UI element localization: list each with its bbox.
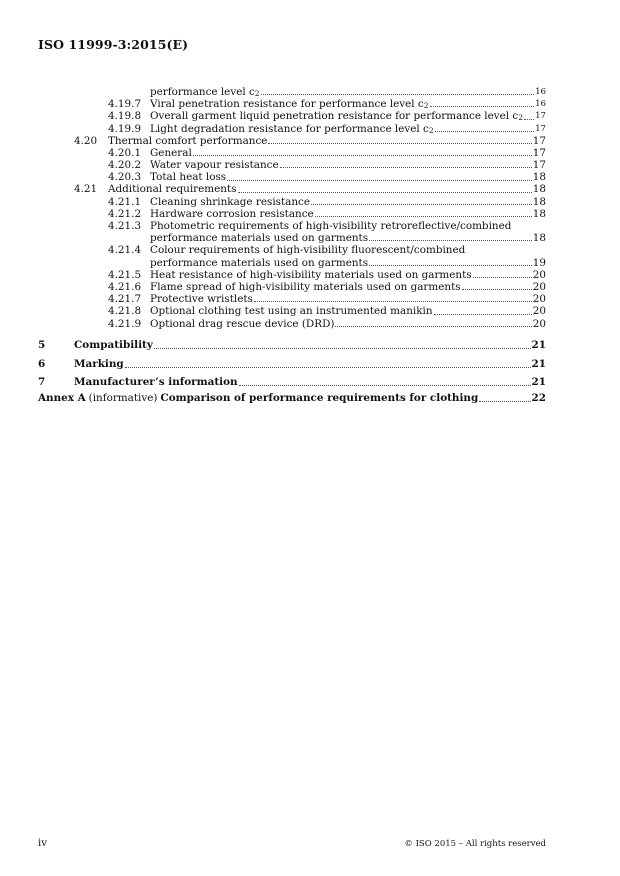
toc-entry-title: Overall garment liquid penetration resistance for performance level $c_2$ [150, 110, 524, 123]
annex-label: Annex A [38, 392, 86, 405]
toc-entry[interactable] [38, 98, 546, 110]
toc-entry[interactable] [38, 305, 546, 317]
toc-entry-number: 4.21.8 [108, 305, 142, 318]
dot-leader [280, 167, 532, 168]
dot-leader [524, 119, 534, 120]
subscript: 2 [518, 113, 524, 123]
toc-entry[interactable] [38, 281, 546, 293]
toc-entry-page-number: 21 [531, 357, 546, 370]
toc-entry-page-number: 18 [532, 183, 546, 196]
toc-entry-page-number: 20 [532, 280, 546, 293]
toc-entry-number: 4.20.2 [108, 159, 142, 172]
toc-entry[interactable] [38, 257, 546, 269]
dot-leader [473, 277, 532, 278]
toc-entry-page-number: 18 [532, 195, 546, 208]
dot-leader [335, 326, 531, 327]
toc-entry-number: 5 [38, 339, 46, 352]
toc-entry-page-number: 20 [532, 268, 546, 281]
dot-leader [435, 131, 534, 132]
toc-entry[interactable] [38, 220, 546, 232]
toc-entry-annex-a[interactable] [38, 389, 546, 405]
toc-entry-page-number: 16 [535, 86, 546, 97]
toc-entry-title: Thermal comfort performance [108, 134, 268, 147]
dot-leader [268, 143, 531, 144]
dot-leader [125, 367, 531, 368]
toc-entry-number: 4.20 [74, 134, 98, 147]
toc-entry-page-number: 17 [532, 146, 546, 159]
toc-entry-page-number: 17 [535, 111, 546, 122]
dot-leader [430, 106, 535, 107]
toc-entry[interactable] [38, 352, 546, 371]
subscript: 2 [423, 101, 429, 111]
toc-entry-page-number: 20 [532, 305, 546, 318]
toc-entry-title: Photometric requirements of high-visibility retroreflective/combined [150, 220, 512, 233]
toc-entry-number: 6 [38, 357, 46, 370]
dot-leader [238, 192, 532, 193]
copyright-notice: © ISO 2015 – All rights reserved [404, 839, 546, 849]
toc-entry-page-number: 20 [532, 317, 546, 330]
toc-entry[interactable] [38, 196, 546, 208]
dot-leader [239, 385, 531, 386]
toc-entry-title: Cleaning shrinkage resistance [150, 195, 311, 208]
toc-entry-number: 4.21.3 [108, 220, 142, 233]
toc-entry[interactable] [38, 147, 546, 159]
toc-entry-title: Protective wristlets [150, 293, 253, 306]
toc-entry-page-number: 21 [531, 376, 546, 389]
toc-entry[interactable] [38, 244, 546, 256]
document-id-header: ISO 11999-3:2015(E) [38, 37, 189, 52]
toc-entry-number: 4.19.9 [108, 122, 142, 135]
toc-entry-number: 4.21.1 [108, 195, 142, 208]
dot-leader [479, 401, 530, 402]
subscript: 2 [428, 125, 434, 135]
toc-entry-number: 4.21.5 [108, 268, 142, 281]
toc-entry-number: 4.20.1 [108, 146, 142, 159]
toc-entry-title: Compatibility [74, 339, 153, 352]
toc-entry-page-number: 17 [535, 123, 546, 134]
toc-entry[interactable] [38, 269, 546, 281]
page-number-footer: iv [38, 838, 47, 849]
toc-entry-number: 4.21 [74, 183, 98, 196]
toc-entry-title: Marking [74, 357, 124, 370]
toc-entry-title: Optional clothing test using an instrumented manikin [150, 305, 433, 318]
subscript: 2 [254, 88, 260, 98]
dot-leader [193, 155, 532, 156]
toc-entry-number: 7 [38, 376, 46, 389]
toc-entry-title: Flame spread of high-visibility materials used on garments [150, 280, 461, 293]
toc-entry[interactable] [38, 318, 546, 330]
toc-entry-number: 4.19.8 [108, 110, 142, 123]
toc-entry-page-number: 19 [532, 256, 546, 269]
toc-entry[interactable] [38, 371, 546, 390]
toc-entry-title: Water vapour resistance [150, 159, 279, 172]
dot-leader [261, 94, 534, 95]
toc-entries [38, 86, 546, 389]
toc-entry-title: performance materials used on garments [150, 256, 369, 269]
toc-entry-title: Total heat loss [150, 171, 227, 184]
dot-leader [369, 240, 532, 241]
toc-entry-title: Light degradation resistance for performance level $c_2$ [150, 122, 434, 135]
toc-entry[interactable] [38, 232, 546, 244]
toc-entry-title: Viral penetration resistance for performance level $c_2$ [150, 98, 429, 111]
annex-type: (informative) [88, 392, 158, 405]
toc-entry[interactable] [38, 293, 546, 305]
toc-entry-page-number: 18 [532, 171, 546, 184]
dot-leader [315, 216, 532, 217]
dot-leader [227, 180, 532, 181]
dot-leader [369, 265, 532, 266]
toc-entry[interactable] [38, 171, 546, 183]
toc-entry-number: 4.19.7 [108, 98, 142, 111]
toc-entry-page-number: 17 [532, 159, 546, 172]
toc-entry[interactable] [38, 123, 546, 135]
toc-entry-page-number: 20 [532, 293, 546, 306]
toc-entry[interactable] [38, 334, 546, 353]
annex-page-number: 22 [531, 392, 546, 405]
toc-entry-number: 4.21.2 [108, 207, 142, 220]
toc-entry-number: 4.21.4 [108, 244, 142, 257]
toc-entry-number: 4.21.9 [108, 317, 142, 330]
dot-leader [254, 301, 532, 302]
toc-entry[interactable] [38, 159, 546, 171]
toc-entry-page-number: 18 [532, 232, 546, 245]
toc-entry-title: Manufacturer’s information [74, 376, 238, 389]
table-of-contents [38, 86, 546, 405]
toc-entry-title: General [150, 146, 192, 159]
dot-leader [154, 348, 531, 349]
toc-entry-title: Additional requirements [108, 183, 237, 196]
toc-entry-page-number: 16 [535, 99, 546, 110]
dot-leader [462, 289, 532, 290]
toc-entry-number: 4.21.6 [108, 280, 142, 293]
toc-entry-page-number: 21 [531, 339, 546, 352]
toc-entry[interactable] [38, 135, 546, 147]
toc-entry-number: 4.20.3 [108, 171, 142, 184]
toc-entry[interactable] [38, 86, 546, 98]
toc-entry-title: Colour requirements of high-visibility fluorescent/combined [150, 244, 466, 257]
toc-entry-title: Optional drag rescue device (DRD) [150, 317, 335, 330]
toc-entry-title: performance level $c_2$ [150, 85, 260, 98]
toc-entry[interactable] [38, 208, 546, 220]
toc-entry[interactable] [38, 110, 546, 122]
toc-entry-number: 4.21.7 [108, 293, 142, 306]
toc-entry-title: performance materials used on garments [150, 232, 369, 245]
toc-entry[interactable] [38, 184, 546, 196]
toc-entry-page-number: 17 [532, 134, 546, 147]
annex-title: Comparison of performance requirements for clothing [160, 392, 479, 405]
dot-leader [434, 314, 532, 315]
dot-leader [311, 204, 532, 205]
toc-entry-title: Heat resistance of high-visibility materials used on garments [150, 268, 472, 281]
toc-entry-page-number: 18 [532, 207, 546, 220]
toc-entry-title: Hardware corrosion resistance [150, 207, 314, 220]
